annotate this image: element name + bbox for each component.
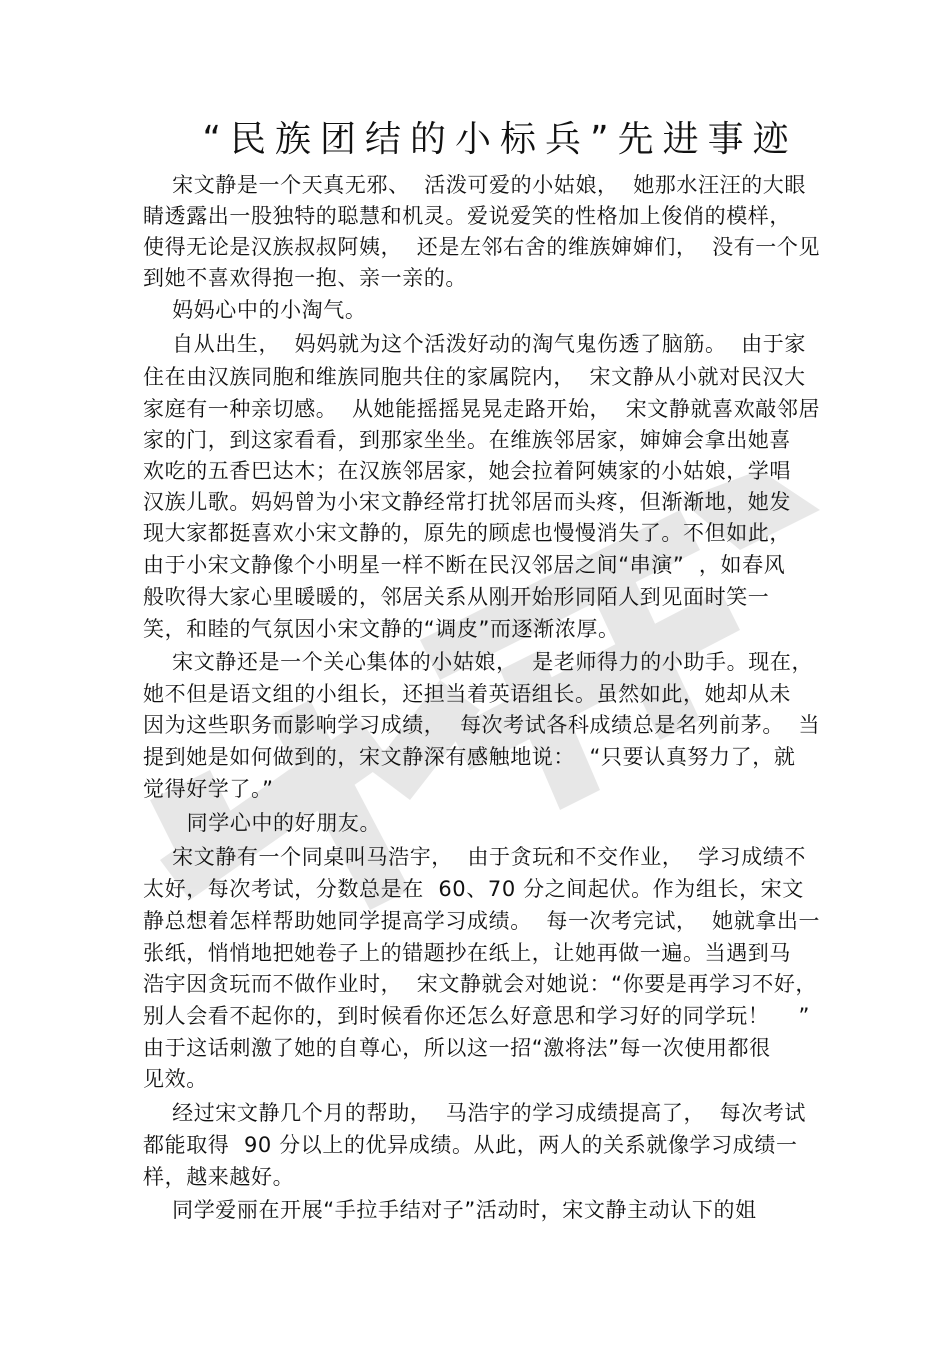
body-line: 经过宋文静几个月的帮助， 马浩宇的学习成绩提高了， 每次考试 [143,1101,806,1125]
body-line: 太好，每次考试，分数总是在 60、70 分之间起伏。作为组长，宋文 [143,877,804,901]
body-line: 自从出生， 妈妈就为这个活泼好动的淘气鬼伤透了脑筋。 由于家 [143,332,806,356]
body-line: 样，越来越好。 [143,1165,295,1189]
body-line: 因为这些职务而影响学习成绩， 每次考试各科成绩总是名列前茅。 当 [143,713,821,737]
body-line: 使得无论是汉族叔叔阿姨， 还是左邻右舍的维族婶婶们， 没有一个见 [143,235,821,259]
body-line: 般吹得大家心里暖暖的，邻居关系从刚开始形同陌人到见面时笑一 [143,585,770,609]
body-line: 都能取得 90 分以上的优异成绩。从此，两人的关系就像学习成绩一 [143,1133,798,1157]
body-line: 家的门，到这家看看，到那家坐坐。在维族邻居家，婶婶会拿出她喜 [143,428,791,452]
section-heading: 同学心中的好朋友。 [143,811,382,835]
body-line: 由于这话刺激了她的自尊心，所以这一招“激将法”每一次使用都很 [143,1036,771,1060]
body-line: 住在由汉族同胞和维族同胞共住的家属院内， 宋文静从小就对民汉大 [143,365,806,389]
body-line: 见效。 [143,1067,208,1091]
body-line: 睛透露出一股独特的聪慧和机灵。爱说爱笑的性格加上俊俏的模样， [143,204,791,228]
body-line: 现大家都挺喜欢小宋文静的，原先的顾虑也慢慢消失了。不但如此， [143,521,791,545]
body-line: 别人会看不起你的，到时候看你还怎么好意思和学习好的同学玩！ ” [143,1004,810,1028]
body-line: 笑，和睦的气氛因小宋文静的“调皮”而逐渐浓厚。 [143,617,620,641]
section-heading: 妈妈心中的小淘气。 [143,298,367,322]
body-line: 她不但是语文组的小组长，还担当着英语组长。虽然如此，她却从未 [143,682,791,706]
body-line: 汉族儿歌。妈妈曾为小宋文静经常打扰邻居而头疼，但渐渐地，她发 [143,490,791,514]
body-line: 宋文静有一个同桌叫马浩宇， 由于贪玩和不交作业， 学习成绩不 [143,845,806,869]
body-line: 同学爱丽在开展“手拉手结对子”活动时，宋文静主动认下的姐 [143,1198,757,1222]
document-title: “民族团结的小标兵”先进事迹 [202,119,798,160]
body-line: 宋文静是一个天真无邪、 活泼可爱的小姑娘， 她那水汪汪的大眼 [143,173,806,197]
body-line: 静总想着怎样帮助她同学提高学习成绩。 每一次考完试， 她就拿出一 [143,909,821,933]
body-line: 宋文静还是一个关心集体的小姑娘， 是老师得力的小助手。现在， [143,650,814,674]
body-line: 浩宇因贪玩而不做作业时， 宋文静就会对她说：“你要是再学习不好， [143,972,818,996]
body-line: 家庭有一种亲切感。 从她能摇摇晃晃走路开始， 宋文静就喜欢敲邻居 [143,397,821,421]
body-line: 提到她是如何做到的，宋文静深有感触地说： “只要认真努力了，就 [143,745,796,769]
body-line: 到她不喜欢得抱一抱、亲一亲的。 [143,266,467,290]
body-line: 由于小宋文静像个小明星一样不断在民汉邻居之间“串演” ，如春风 [143,553,786,577]
body-line: 欢吃的五香巴达木；在汉族邻居家，她会拉着阿姨家的小姑娘，学唱 [143,459,791,483]
body-line: 张纸，悄悄地把她卷子上的错题抄在纸上，让她再做一遍。当遇到马 [143,941,791,965]
body-line: 觉得好学了。” [143,777,274,801]
